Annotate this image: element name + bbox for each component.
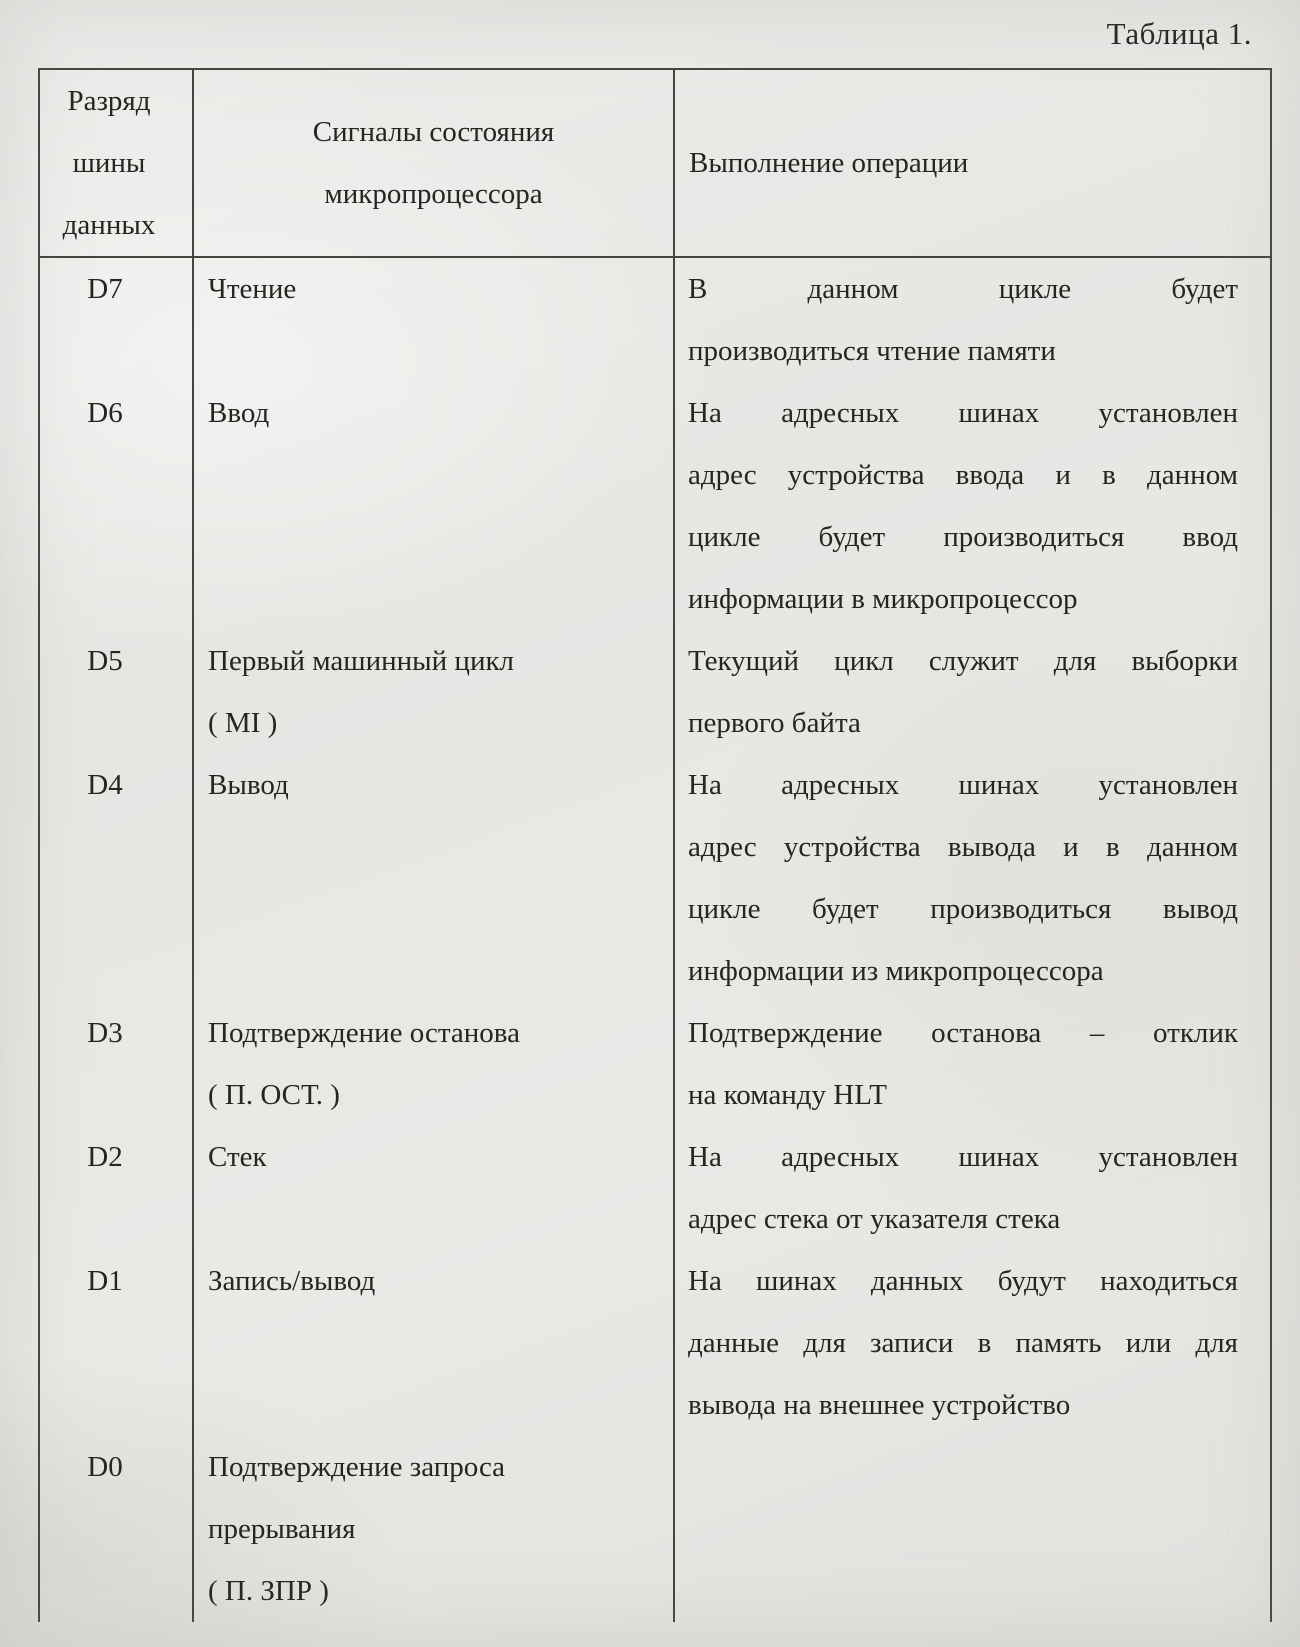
signal-line: прерывания (208, 1513, 356, 1545)
header-operation-column (674, 69, 1271, 257)
table-row (39, 1002, 1271, 1126)
signal-line: ( П. ОСТ. ) (208, 1079, 340, 1111)
operation-line: на команду HLT (688, 1079, 887, 1111)
signal-cell (193, 630, 674, 754)
bit-label: D0 (87, 1451, 123, 1483)
table-row (39, 382, 1271, 630)
operation-cell (674, 382, 1271, 630)
operation-cell (674, 630, 1271, 754)
signal-cell (193, 754, 674, 1002)
bit-cell (39, 382, 193, 630)
bit-label: D1 (87, 1265, 123, 1297)
bit-label: D4 (87, 769, 123, 801)
table-body (39, 257, 1271, 1622)
bit-cell (39, 1002, 193, 1126)
header-line: шины (72, 147, 146, 179)
operation-cell (674, 754, 1271, 1002)
signal-line: Запись/вывод (208, 1265, 376, 1297)
table-row (39, 630, 1271, 754)
signal-line: ( П. ЗПР ) (208, 1575, 329, 1607)
operation-line: адрес стека от указателя стека (688, 1203, 1061, 1235)
header-signals-column (193, 69, 674, 257)
operation-line: цикле будет производиться вывод (688, 893, 1238, 925)
operation-line: На адресных шинах установлен (688, 1141, 1238, 1173)
bit-label: D6 (87, 397, 123, 429)
signal-cell (193, 1126, 674, 1250)
signal-line: Чтение (208, 273, 297, 305)
bit-label: D5 (87, 645, 123, 677)
signal-line: Подтверждение останова (208, 1017, 520, 1049)
operation-line: Текущий цикл служит для выборки (688, 645, 1238, 677)
operation-line: первого байта (688, 707, 861, 739)
bit-cell (39, 1250, 193, 1436)
table-row (39, 1126, 1271, 1250)
header-line: Сигналы состояния (312, 116, 555, 148)
table-row (39, 754, 1271, 1002)
bit-label: D3 (87, 1017, 123, 1049)
bit-cell (39, 1126, 193, 1250)
operation-line: адрес устройства ввода и в данном (688, 459, 1238, 491)
signal-line: Первый машинный цикл (208, 645, 515, 677)
operation-cell (674, 1250, 1271, 1436)
operation-line: В данном цикле будет (688, 273, 1238, 305)
bit-cell (39, 1436, 193, 1622)
header-row (39, 69, 1271, 257)
signal-line: ( MI ) (208, 707, 278, 739)
signal-cell (193, 1250, 674, 1436)
operation-line: На шинах данных будут находиться (688, 1265, 1238, 1297)
signal-line: Подтверждение запроса (208, 1451, 506, 1483)
signal-cell (193, 1436, 674, 1622)
table-row (39, 1436, 1271, 1622)
header-bit-column (39, 69, 193, 257)
bit-cell (39, 754, 193, 1002)
signal-line: Ввод (208, 397, 270, 429)
operation-line: данные для записи в память или для (688, 1327, 1238, 1359)
operation-line: производиться чтение памяти (688, 335, 1056, 367)
operation-line: адрес устройства вывода и в данном (688, 831, 1238, 863)
operation-cell (674, 1126, 1271, 1250)
operation-line: информации в микропроцессор (688, 583, 1078, 615)
operation-line: цикле будет производиться ввод (688, 521, 1238, 553)
table-row (39, 257, 1271, 382)
bit-label: D2 (87, 1141, 123, 1173)
bit-label: D7 (87, 273, 123, 305)
operation-cell (674, 1002, 1271, 1126)
operation-line: информации из микропроцессора (688, 955, 1104, 987)
operation-cell (674, 257, 1271, 382)
table-row (39, 1250, 1271, 1436)
signal-cell (193, 257, 674, 382)
signal-cell (193, 1002, 674, 1126)
header-line: Выполнение операции (689, 147, 969, 179)
operation-line: вывода на внешнее устройство (688, 1389, 1071, 1421)
header-line: Разряд (67, 85, 151, 117)
header-line: микропроцессора (324, 178, 543, 210)
status-signals-table (38, 68, 1272, 1622)
operation-line: На адресных шинах установлен (688, 769, 1238, 801)
signal-line: Стек (208, 1141, 267, 1173)
operation-line: Подтверждение останова – отклик (688, 1017, 1238, 1049)
bit-cell (39, 257, 193, 382)
bit-cell (39, 630, 193, 754)
operation-line: На адресных шинах установлен (688, 397, 1238, 429)
operation-cell (674, 1436, 1271, 1622)
header-line: данных (62, 209, 156, 241)
signal-line: Вывод (208, 769, 289, 801)
signal-cell (193, 382, 674, 630)
table-caption: Таблица 1. (1106, 16, 1252, 51)
